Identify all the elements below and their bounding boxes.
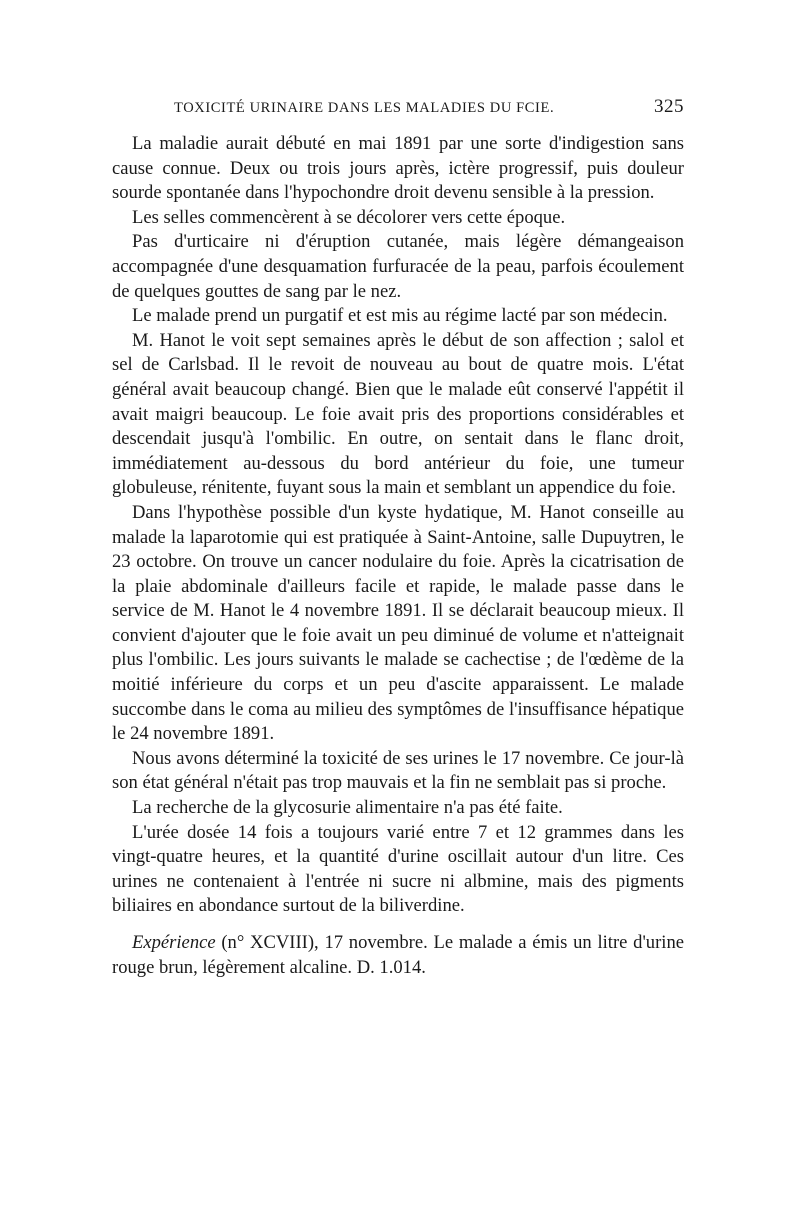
experiment-label: Expérience	[132, 932, 216, 953]
running-title: TOXICITÉ URINAIRE DANS LES MALADIES DU FCIE.	[174, 100, 555, 116]
paragraph-onset: La maladie aurait débuté en mai 1891 par une sorte d'indigestion sans cause connue. Deux ou trois jours après, ictère progressif, puis douleur sourde spontanée dans l'hypochondre droit devenu sensible à la pression.	[112, 133, 684, 204]
body-text	[112, 132, 684, 980]
paragraph-experiment	[112, 931, 684, 980]
paragraph-urea: L'urée dosée 14 fois a toujours varié entre 7 et 12 grammes dans les vingt-quatre heures, et la quantité d'urine oscillait autour d'un litre. Ces urines ne contenaient à l'entrée ni sucre ni albmine, mais des pigments biliaires en abondance surtout de la biliverdine.	[112, 821, 684, 917]
running-head	[174, 96, 684, 118]
paragraph-treatment: Le malade prend un purgatif et est mis au régime lacté par son médecin.	[132, 305, 668, 327]
book-page	[112, 96, 684, 980]
page-number: 325	[654, 96, 684, 117]
paragraph-skin: Pas d'urticaire ni d'éruption cutanée, mais légère démangeaison accompagnée d'une desquamation furfuracée de la peau, parfois écoulement de quelques gouttes de sang par le nez.	[112, 231, 684, 302]
paragraph-stools: Les selles commencèrent à se décolorer vers cette époque.	[132, 206, 566, 228]
paragraph-glycosuria: La recherche de la glycosurie alimentaire n'a pas été faite.	[132, 797, 563, 819]
paragraph-toxicity: Nous avons déterminé la toxicité de ses urines le 17 novembre. Ce jour-là son état général n'était pas trop mauvais et la fin ne semblait pas si proche.	[112, 747, 684, 794]
paragraph-laparotomy: Dans l'hypothèse possible d'un kyste hydatique, M. Hanot conseille au malade la laparotomie qui est pratiquée à Saint-Antoine, salle Dupuytren, le 23 octobre. On trouve un cancer nodulaire du foie. Après la cicatrisation de la plaie abdominale d'ailleurs facile et rapide, le malade passe dans le service de M. Hanot le 4 novembre 1891. Il se déclarait beaucoup mieux. Il convient d'ajouter que le foie avait un peu diminué de volume et n'atteignait plus l'ombilic. Les jours suivants le malade se cachectise ; de l'œdème de la moitié inférieure du corps et un peu d'ascite apparaissent. Le malade succombe dans le coma au milieu des symptômes de l'insuffisance hépatique le 24 novembre 1891.	[112, 501, 684, 745]
experiment-text: (n° XCVIII), 17 novembre. Le malade a émis un litre d'urine rouge brun, légèrement alcaline. D. 1.014.	[112, 932, 684, 978]
paragraph-hanot-visit: M. Hanot le voit sept semaines après le début de son affection ; salol et sel de Carlsbad. Il le revoit de nouveau au bout de quatre mois. L'état général avait beaucoup changé. Bien que le malade eût conservé l'appétit il avait maigri beaucoup. Le foie avait pris des proportions considérables et descendait jusqu'à l'ombilic. En outre, on sentait dans le flanc droit, immédiatement au-dessous du bord antérieur du foie, une tumeur globuleuse, rénitente, fuyant sous la main et semblant un appendice du foie.	[112, 329, 684, 499]
